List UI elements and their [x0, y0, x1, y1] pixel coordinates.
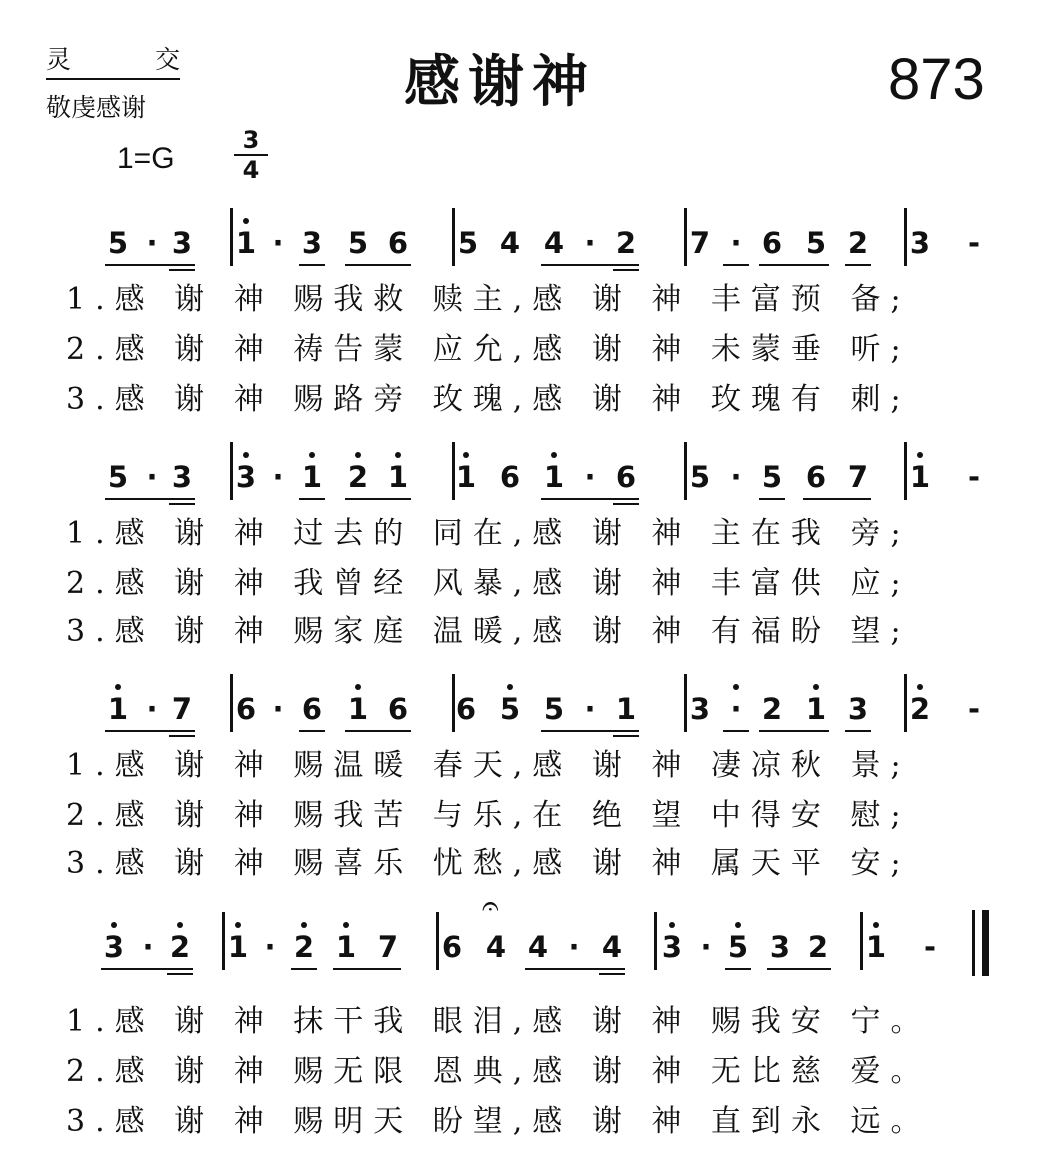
lyric-verse-3: 3.感 谢 神 赐路旁 玫瑰,感 谢 神 玫瑰有 刺; — [66, 382, 911, 417]
notation-line-3 — [0, 680, 1048, 740]
augmentation-dot: · — [700, 930, 712, 964]
time-numerator: 3 — [242, 126, 260, 154]
note: 5 — [761, 460, 783, 494]
hymn-subcategory: 敬虔感谢 — [46, 93, 147, 122]
note: 6 — [455, 692, 477, 726]
note: 6 — [235, 692, 257, 726]
bar-line — [230, 442, 233, 500]
beam-underline — [803, 498, 871, 500]
augmentation-dot: · — [730, 226, 742, 260]
note: 5 — [107, 460, 129, 494]
note: 1 — [332, 930, 360, 964]
note: 2 — [807, 930, 829, 964]
lyric-verse-2: 2.感 谢 神 赐我苦 与乐,在 绝 望 中得安 慰; — [66, 798, 911, 833]
sustain-dash: - — [923, 930, 937, 964]
beam-underline — [759, 264, 829, 266]
beam-underline — [105, 730, 195, 732]
octave-dot — [301, 922, 307, 928]
note: 3 — [100, 930, 128, 964]
notation-line-summary — [0, 690, 1, 691]
note: 1 — [224, 930, 252, 964]
beam-underline — [291, 968, 317, 970]
beam-underline — [725, 968, 751, 970]
beam-underline-double — [613, 503, 639, 505]
octave-dot — [463, 452, 469, 458]
notation-line-1 — [0, 214, 1048, 274]
time-denominator: 4 — [242, 156, 260, 184]
notation-line-summary — [0, 928, 1, 929]
note: 5 — [496, 692, 524, 726]
octave-dot — [917, 684, 923, 690]
beam-underline — [333, 968, 401, 970]
sustain-dash: - — [967, 460, 981, 494]
beam-underline — [101, 968, 193, 970]
lyric-verse-3: 3.感 谢 神 赐喜乐 忧愁,感 谢 神 属天平 安; — [66, 846, 911, 881]
lyric-verse-2: 2.感 谢 神 我曾经 风暴,感 谢 神 丰富供 应; — [66, 566, 911, 601]
octave-dot — [917, 452, 923, 458]
note: 3 — [171, 226, 193, 260]
beam-underline — [723, 264, 749, 266]
hymn-title: 感谢神 — [404, 50, 596, 115]
note: 5 — [543, 692, 565, 726]
lyric-verse-2: 2.感 谢 神 祷告蒙 应允,感 谢 神 未蒙垂 听; — [66, 332, 911, 367]
note: 5 — [805, 226, 827, 260]
note: 3 — [909, 226, 931, 260]
notation-line-2 — [0, 448, 1048, 508]
beam-underline-double — [167, 973, 193, 975]
note: 1 — [298, 460, 326, 494]
note: 3 — [847, 692, 869, 726]
note: 4 — [527, 930, 549, 964]
category-char-b: 交 — [154, 45, 180, 74]
note: 2 — [290, 930, 318, 964]
augmentation-dot: · — [272, 226, 284, 260]
bar-line — [452, 674, 455, 732]
lyric-verse-3: 3.感 谢 神 赐明天 盼望,感 谢 神 直到永 远。 — [66, 1104, 931, 1139]
beam-underline — [541, 730, 639, 732]
note: 1 — [384, 460, 412, 494]
note: 7 — [847, 460, 869, 494]
note: 1 — [802, 692, 830, 726]
bar-line — [684, 208, 687, 266]
note: 6 — [441, 930, 463, 964]
bar-line — [654, 912, 657, 970]
beam-underline — [723, 730, 749, 732]
lyric-verse-1: 1.感 谢 神 抹干我 眼泪,感 谢 神 赐我安 宁。 — [66, 1004, 931, 1039]
time-signature — [234, 128, 268, 182]
octave-dot — [395, 452, 401, 458]
octave-dot — [873, 922, 879, 928]
octave-dot — [111, 922, 117, 928]
final-bar-thin — [972, 910, 975, 976]
note: 1 — [862, 930, 890, 964]
octave-dot — [243, 452, 249, 458]
note: 6 — [761, 226, 783, 260]
bar-line — [222, 912, 225, 970]
bar-line — [436, 912, 439, 970]
octave-dot — [355, 452, 361, 458]
octave-dot — [551, 452, 557, 458]
bar-line — [230, 208, 233, 266]
augmentation-dot: · — [568, 930, 580, 964]
note: 1 — [232, 226, 260, 260]
augmentation-dot: · — [584, 692, 596, 726]
augmentation-dot: · — [730, 460, 742, 494]
note: 3 — [301, 226, 323, 260]
note: 6 — [499, 460, 521, 494]
octave-dot — [235, 922, 241, 928]
note: 5 — [347, 226, 369, 260]
beam-underline-double — [169, 269, 195, 271]
note: 2 — [615, 226, 637, 260]
beam-underline — [845, 730, 871, 732]
note: 5 — [457, 226, 479, 260]
beam-underline — [759, 498, 785, 500]
note: 1 — [344, 692, 372, 726]
beam-underline — [345, 730, 411, 732]
bar-line — [452, 208, 455, 266]
category-char-a: 灵 — [46, 45, 72, 74]
note: 2 — [761, 692, 783, 726]
note: 3 — [689, 692, 711, 726]
sustain-dash: - — [967, 226, 981, 260]
note: 1 — [452, 460, 480, 494]
augmentation-dot: · — [272, 460, 284, 494]
note: 5 — [724, 930, 752, 964]
note: 7 — [377, 930, 399, 964]
octave-dot — [243, 218, 249, 224]
note: 1 — [104, 692, 132, 726]
note: 6 — [301, 692, 323, 726]
bar-line — [904, 208, 907, 266]
octave-dot — [507, 684, 513, 690]
beam-underline — [345, 498, 411, 500]
beam-underline — [299, 730, 325, 732]
beam-underline — [105, 498, 195, 500]
lyric-verse-1: 1.感 谢 神 赐温暖 春天,感 谢 神 凄凉秋 景; — [66, 748, 911, 783]
note: 5 — [689, 460, 711, 494]
octave-dot — [177, 922, 183, 928]
final-bar-thick — [982, 910, 989, 976]
notation-line-summary — [0, 224, 1, 225]
note: 1 — [615, 692, 637, 726]
beam-underline-double — [613, 269, 639, 271]
augmentation-dot: · — [146, 460, 158, 494]
lyric-verse-3: 3.感 谢 神 赐家庭 温暖,感 谢 神 有福盼 望; — [66, 614, 911, 649]
augmentation-dot: · — [584, 460, 596, 494]
note: 5 — [107, 226, 129, 260]
augmentation-dot: · — [272, 692, 284, 726]
augmentation-dot: · — [142, 930, 154, 964]
beam-underline-double — [169, 735, 195, 737]
note: 3 — [171, 460, 193, 494]
note: 7 — [689, 226, 711, 260]
bar-line — [904, 442, 907, 500]
note: 6 — [387, 692, 409, 726]
note: 4 — [485, 930, 507, 964]
note: 2 — [906, 692, 934, 726]
beam-underline — [845, 264, 871, 266]
beam-underline — [541, 498, 639, 500]
sustain-dash: - — [967, 692, 981, 726]
augmentation-dot: · — [146, 692, 158, 726]
fermata-icon: 𝄐 — [482, 889, 499, 924]
augmentation-dot: · — [264, 930, 276, 964]
note: 4 — [601, 930, 623, 964]
note: 2 — [847, 226, 869, 260]
beam-underline — [105, 264, 195, 266]
octave-dot — [355, 684, 361, 690]
beam-underline — [299, 498, 325, 500]
octave-dot — [115, 684, 121, 690]
hymn-number: 873 — [888, 47, 985, 112]
beam-underline-double — [613, 735, 639, 737]
bar-line — [230, 674, 233, 732]
note: 3 — [232, 460, 260, 494]
beam-underline — [345, 264, 411, 266]
beam-underline — [541, 264, 639, 266]
octave-dot — [343, 922, 349, 928]
lyric-verse-1: 1.感 谢 神 赐我救 赎主,感 谢 神 丰富预 备; — [66, 282, 911, 317]
bar-line — [452, 442, 455, 500]
note: 3 — [769, 930, 791, 964]
note: 2 — [166, 930, 194, 964]
beam-underline — [525, 968, 625, 970]
note: 1 — [540, 460, 568, 494]
note: 2 — [344, 460, 372, 494]
lyric-verse-1: 1.感 谢 神 过去的 同在,感 谢 神 主在我 旁; — [66, 516, 911, 551]
note: 3 — [658, 930, 686, 964]
octave-dot — [309, 452, 315, 458]
augmentation-dot: · — [722, 692, 750, 726]
bar-line — [684, 442, 687, 500]
beam-underline — [759, 730, 829, 732]
augmentation-dot: · — [584, 226, 596, 260]
bar-line — [860, 912, 863, 970]
notation-line-4 — [0, 889, 1048, 978]
note: 6 — [615, 460, 637, 494]
beam-underline-double — [169, 503, 195, 505]
lyric-verse-2: 2.感 谢 神 赐无限 恩典,感 谢 神 无比慈 爱。 — [66, 1054, 931, 1089]
octave-dot — [813, 684, 819, 690]
octave-dot — [735, 922, 741, 928]
note: 4 — [543, 226, 565, 260]
key-signature: 1=G — [117, 142, 175, 175]
bar-line — [684, 674, 687, 732]
beam-underline — [767, 968, 831, 970]
octave-dot — [733, 684, 739, 690]
bar-line — [904, 674, 907, 732]
beam-underline — [299, 264, 325, 266]
note: 6 — [805, 460, 827, 494]
note: 6 — [387, 226, 409, 260]
note: 7 — [171, 692, 193, 726]
note: 1 — [906, 460, 934, 494]
hymn-category — [46, 40, 180, 80]
notation-line-summary — [0, 458, 1, 459]
beam-underline-double — [599, 973, 625, 975]
augmentation-dot: · — [146, 226, 158, 260]
note: 4 — [499, 226, 521, 260]
octave-dot — [669, 922, 675, 928]
